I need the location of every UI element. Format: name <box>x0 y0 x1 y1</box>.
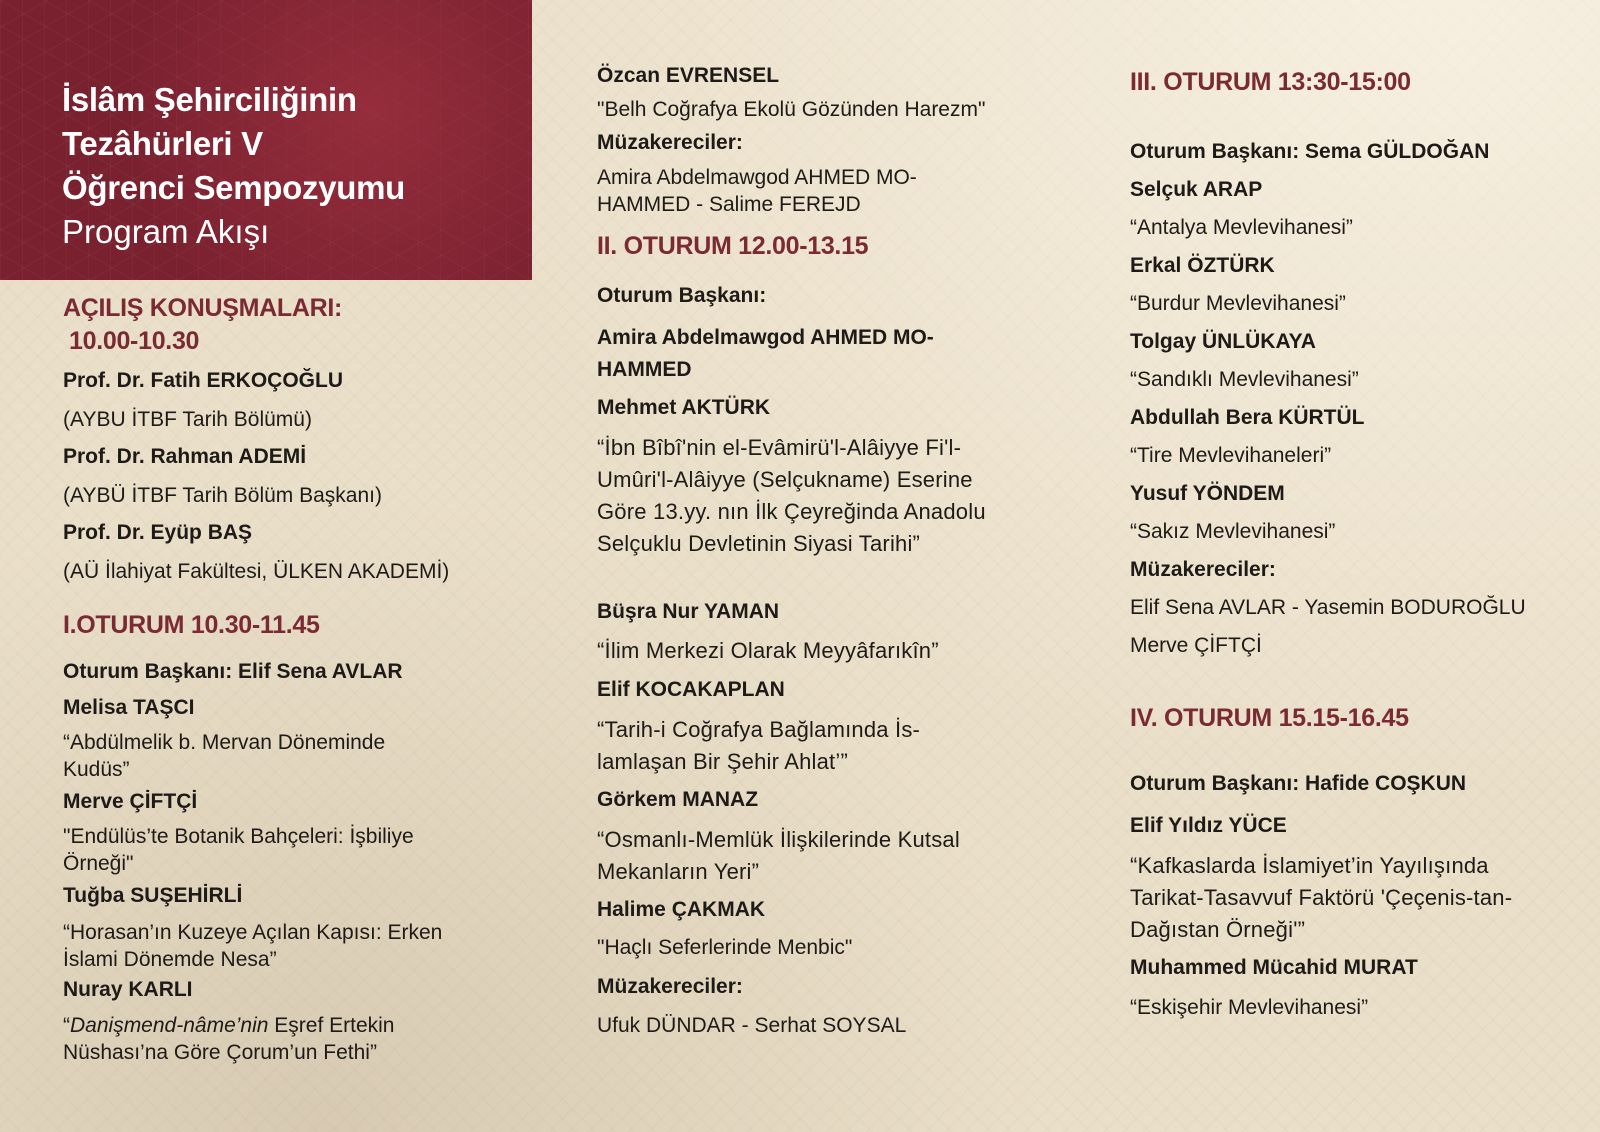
talk-speaker: Mehmet AKTÜRK <box>597 396 771 419</box>
talk-speaker: Görkem MANAZ <box>597 788 759 811</box>
talk-title: “Antalya Mevlevihanesi” <box>1130 216 1353 239</box>
talk-title: “Horasan’ın Kuzeye Açılan Kapısı: Erken İslami Dönemde Nesa” <box>63 921 443 971</box>
session-4-chair: Oturum Başkanı: Hafide COŞKUN <box>1130 772 1467 795</box>
talk-speaker: Özcan EVRENSEL <box>597 64 780 87</box>
session-3-heading: III. OTURUM 13:30-15:00 <box>1130 68 1411 96</box>
talk-title: “Eskişehir Mevlevihanesi” <box>1130 996 1369 1019</box>
discussants-label: Müzakereciler: <box>1130 558 1276 581</box>
title-line-2: Tezâhürleri V <box>62 125 263 162</box>
session-2-chair-name: Amira Abdelmawgod AHMED MO-HAMMED <box>597 326 934 381</box>
talk-speaker: Elif Yıldız YÜCE <box>1130 814 1287 837</box>
title-line-3: Öğrenci Sempozyumu <box>62 169 406 206</box>
talk-speaker: Büşra Nur YAMAN <box>597 600 780 623</box>
session-4-heading: IV. OTURUM 15.15-16.45 <box>1130 704 1409 732</box>
talk-title: “İbn Bîbî'nin el-Evâmirü'l-Alâiyye Fi'l-Umûri'l-Alâiyye (Selçukname) Eserine Göre 13.yy. nın İlk Çeyreğinda Anadolu Selçuklu Devletinin Siyasi Tarihi” <box>597 435 986 556</box>
session-2-chair-label: Oturum Başkanı: <box>597 284 767 307</box>
talk-speaker: Muhammed Mücahid MURAT <box>1130 956 1418 979</box>
talk-title: "Belh Coğrafya Ekolü Gözünden Harezm" <box>597 98 986 121</box>
talk-speaker: Tolgay ÜNLÜKAYA <box>1130 330 1316 353</box>
talk-title: “Burdur Mevlevihanesi” <box>1130 292 1346 315</box>
session-1-heading: I.OTURUM 10.30-11.45 <box>63 611 320 639</box>
opening-speaker-name: Prof. Dr. Rahman ADEMİ <box>63 445 307 468</box>
talk-title: “Kafkaslarda İslamiyet’in Yayılışında Tarikat-Tasavvuf Faktörü 'Çeçenis-tan-Dağıstan Örneği'” <box>1130 853 1513 942</box>
opening-speaker-affiliation: (AYBU İTBF Tarih Bölümü) <box>63 408 312 431</box>
talk-title: “Sandıklı Mevlevihanesi” <box>1130 368 1359 391</box>
opening-speaker-name: Prof. Dr. Fatih ERKOÇOĞLU <box>63 369 344 392</box>
talk-speaker: Halime ÇAKMAK <box>597 898 766 921</box>
discussants-names: Merve ÇİFTÇİ <box>1130 634 1262 657</box>
opening-heading: AÇILIŞ KONUŞMALARI: <box>63 294 343 322</box>
talk-speaker: Selçuk ARAP <box>1130 178 1263 201</box>
session-3-chair: Oturum Başkanı: Sema GÜLDOĞAN <box>1130 140 1490 163</box>
talk-speaker: Yusuf YÖNDEM <box>1130 482 1285 505</box>
talk-title: "Endülüs’te Botanik Bahçeleri: İşbiliye Örneği" <box>63 825 414 875</box>
title-subtitle: Program Akışı <box>62 213 270 250</box>
talk-title: “Abdülmelik b. Mervan Döneminde Kudüs” <box>63 731 386 781</box>
discussants-names: Elif Sena AVLAR - Yasemin BODUROĞLU <box>1130 596 1526 619</box>
talk-title: “Osmanlı-Memlük İlişkilerinde Kutsal Mekanların Yeri” <box>597 827 960 884</box>
opening-speaker-affiliation: (AÜ İlahiyat Fakültesi, ÜLKEN AKADEMİ) <box>63 560 450 583</box>
session-1-chair: Oturum Başkanı: Elif Sena AVLAR <box>63 660 403 683</box>
talk-speaker: Tuğba SUŞEHİRLİ <box>63 884 243 907</box>
talk-speaker: Melisa TAŞCI <box>63 696 195 719</box>
talk-speaker: Abdullah Bera KÜRTÜL <box>1130 406 1365 429</box>
talk-title: “Sakız Mevlevihanesi” <box>1130 520 1336 543</box>
opening-speaker-affiliation: (AYBÜ İTBF Tarih Bölüm Başkanı) <box>63 484 382 507</box>
title-line-1: İslâm Şehirciliğinin <box>62 81 357 118</box>
talk-speaker: Merve ÇİFTÇİ <box>63 790 198 813</box>
talk-speaker: Erkal ÖZTÜRK <box>1130 254 1275 277</box>
discussants-names: Amira Abdelmawgod AHMED MO-HAMMED - Salime FEREJD <box>597 166 917 216</box>
discussants-names: Ufuk DÜNDAR - Serhat SOYSAL <box>597 1014 907 1037</box>
discussants-label: Müzakereciler: <box>597 131 743 154</box>
opening-speaker-name: Prof. Dr. Eyüp BAŞ <box>63 521 253 544</box>
title-banner <box>0 0 532 280</box>
session-2-heading: II. OTURUM 12.00-13.15 <box>597 232 869 260</box>
talk-speaker: Nuray KARLI <box>63 978 193 1001</box>
talk-title: “Tire Mevlevihaneleri” <box>1130 444 1332 467</box>
talk-title: “Tarih-i Coğrafya Bağlamında İs-lamlaşan Bir Şehir Ahlat’” <box>597 717 921 774</box>
talk-title: “İlim Merkezi Olarak Meyyâfarıkîn” <box>597 638 939 663</box>
talk-title: "Haçlı Seferlerinde Menbic" <box>597 936 853 959</box>
discussants-label: Müzakereciler: <box>597 975 743 998</box>
opening-time: 10.00-10.30 <box>69 327 200 355</box>
talk-title: “Danişmend-nâme’nin Eşref Ertekin Nüshası’na Göre Çorum’un Fethi” <box>63 1014 395 1064</box>
talk-speaker: Elif KOCAKAPLAN <box>597 678 785 701</box>
